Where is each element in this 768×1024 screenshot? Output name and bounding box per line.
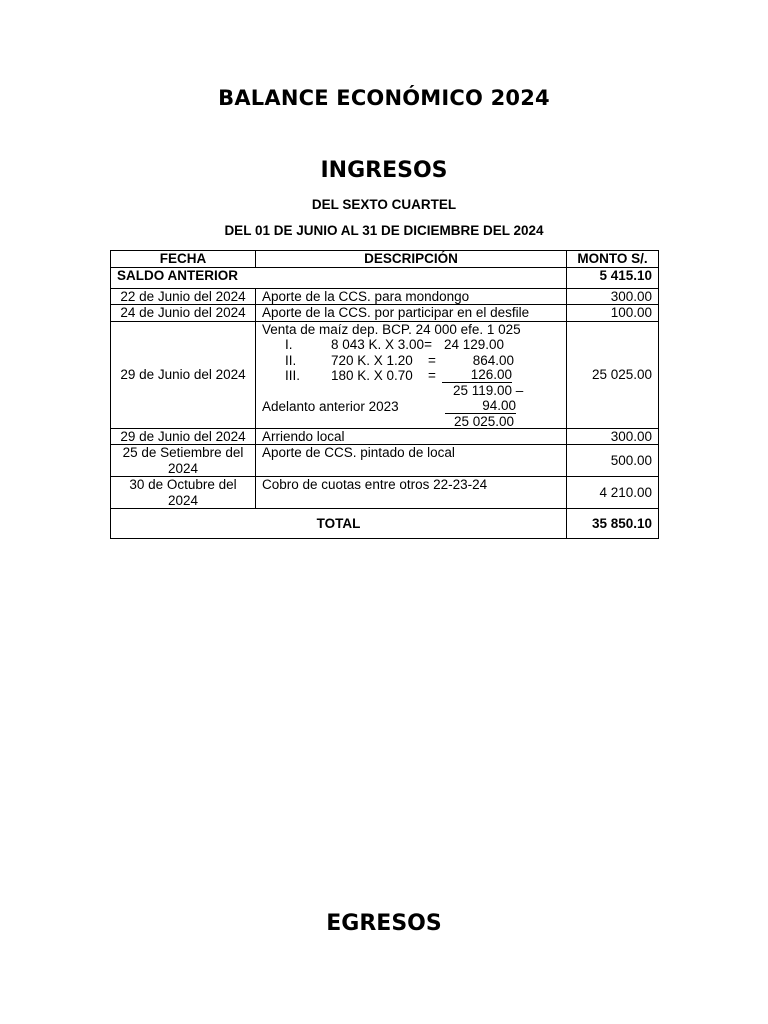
table-row	[111, 321, 659, 428]
row-monto: 25 025.00	[567, 321, 659, 428]
detalle-adelanto-label: Adelanto anterior 2023	[262, 398, 399, 414]
table-row	[111, 477, 659, 509]
saldo-anterior-monto: 5 415.10	[567, 267, 659, 288]
table-row	[111, 288, 659, 305]
row-descripcion: Aporte de la CCS. por participar en el desfile	[256, 305, 567, 322]
row-descripcion: Cobro de cuotas entre otros 22-23-24	[256, 477, 567, 509]
ingresos-table	[110, 250, 659, 539]
saldo-anterior-label: SALDO ANTERIOR	[111, 267, 567, 288]
row-descripcion: Arriendo local	[256, 428, 567, 445]
row-fecha: 29 de Junio del 2024	[111, 428, 256, 445]
row-descripcion: Aporte de la CCS. para mondongo	[256, 288, 567, 305]
ingresos-period: DEL 01 DE JUNIO AL 31 DE DICIEMBRE DEL 2024	[224, 223, 544, 238]
saldo-anterior-row	[111, 267, 659, 288]
table-header-row	[111, 251, 659, 268]
row-fecha: 22 de Junio del 2024	[111, 288, 256, 305]
header-monto: MONTO S/.	[567, 251, 659, 268]
row-monto: 300.00	[567, 288, 659, 305]
row-fecha: 29 de Junio del 2024	[111, 321, 256, 428]
ingresos-heading: INGRESOS	[320, 158, 448, 183]
egresos-heading: EGRESOS	[326, 911, 442, 936]
detalle-valor: 126.00	[442, 368, 512, 383]
table-row	[111, 445, 659, 477]
row-fecha: 24 de Junio del 2024	[111, 305, 256, 322]
header-fecha: FECHA	[111, 251, 256, 268]
row-descripcion: Venta de maíz dep. BCP. 24 000 efe. 1 025	[262, 321, 521, 337]
detalle-eq: =	[428, 367, 436, 383]
table-row	[111, 305, 659, 322]
row-fecha: 25 de Setiembre del 2024	[111, 445, 256, 477]
row-monto: 4 210.00	[567, 477, 659, 509]
total-row	[111, 509, 659, 539]
row-descripcion-detalle	[256, 321, 567, 428]
row-descripcion: Aporte de CCS. pintado de local	[256, 445, 567, 477]
row-monto: 300.00	[567, 428, 659, 445]
detalle-eq: =	[428, 352, 436, 368]
total-label: TOTAL	[111, 509, 567, 539]
detalle-texto: 180 K. X 0.70	[331, 367, 413, 383]
ingresos-subheading: DEL SEXTO CUARTEL	[311, 197, 457, 212]
detalle-num: I.	[285, 336, 293, 352]
detalle-texto: 720 K. X 1.20	[331, 352, 413, 368]
row-fecha: 30 de Octubre del 2024	[111, 477, 256, 509]
detalle-num: III.	[285, 367, 301, 383]
row-monto: 100.00	[567, 305, 659, 322]
table-row	[111, 428, 659, 445]
detalle-valor: 864.00	[472, 352, 514, 368]
header-descripcion: DESCRIPCIÓN	[256, 251, 567, 268]
detalle-valor: 24 129.00	[444, 336, 505, 352]
detalle-num: II.	[285, 352, 297, 368]
total-monto: 35 850.10	[567, 509, 659, 539]
detalle-texto: 8 043 K. X 3.00=	[331, 336, 432, 352]
detalle-adelanto-valor: 94.00	[445, 399, 516, 414]
document-title: BALANCE ECONÓMICO 2024	[218, 86, 550, 110]
detalle-subtotal: 25 119.00 –	[453, 382, 524, 398]
row-monto: 500.00	[567, 445, 659, 477]
detalle-resultado: 25 025.00	[454, 413, 515, 429]
